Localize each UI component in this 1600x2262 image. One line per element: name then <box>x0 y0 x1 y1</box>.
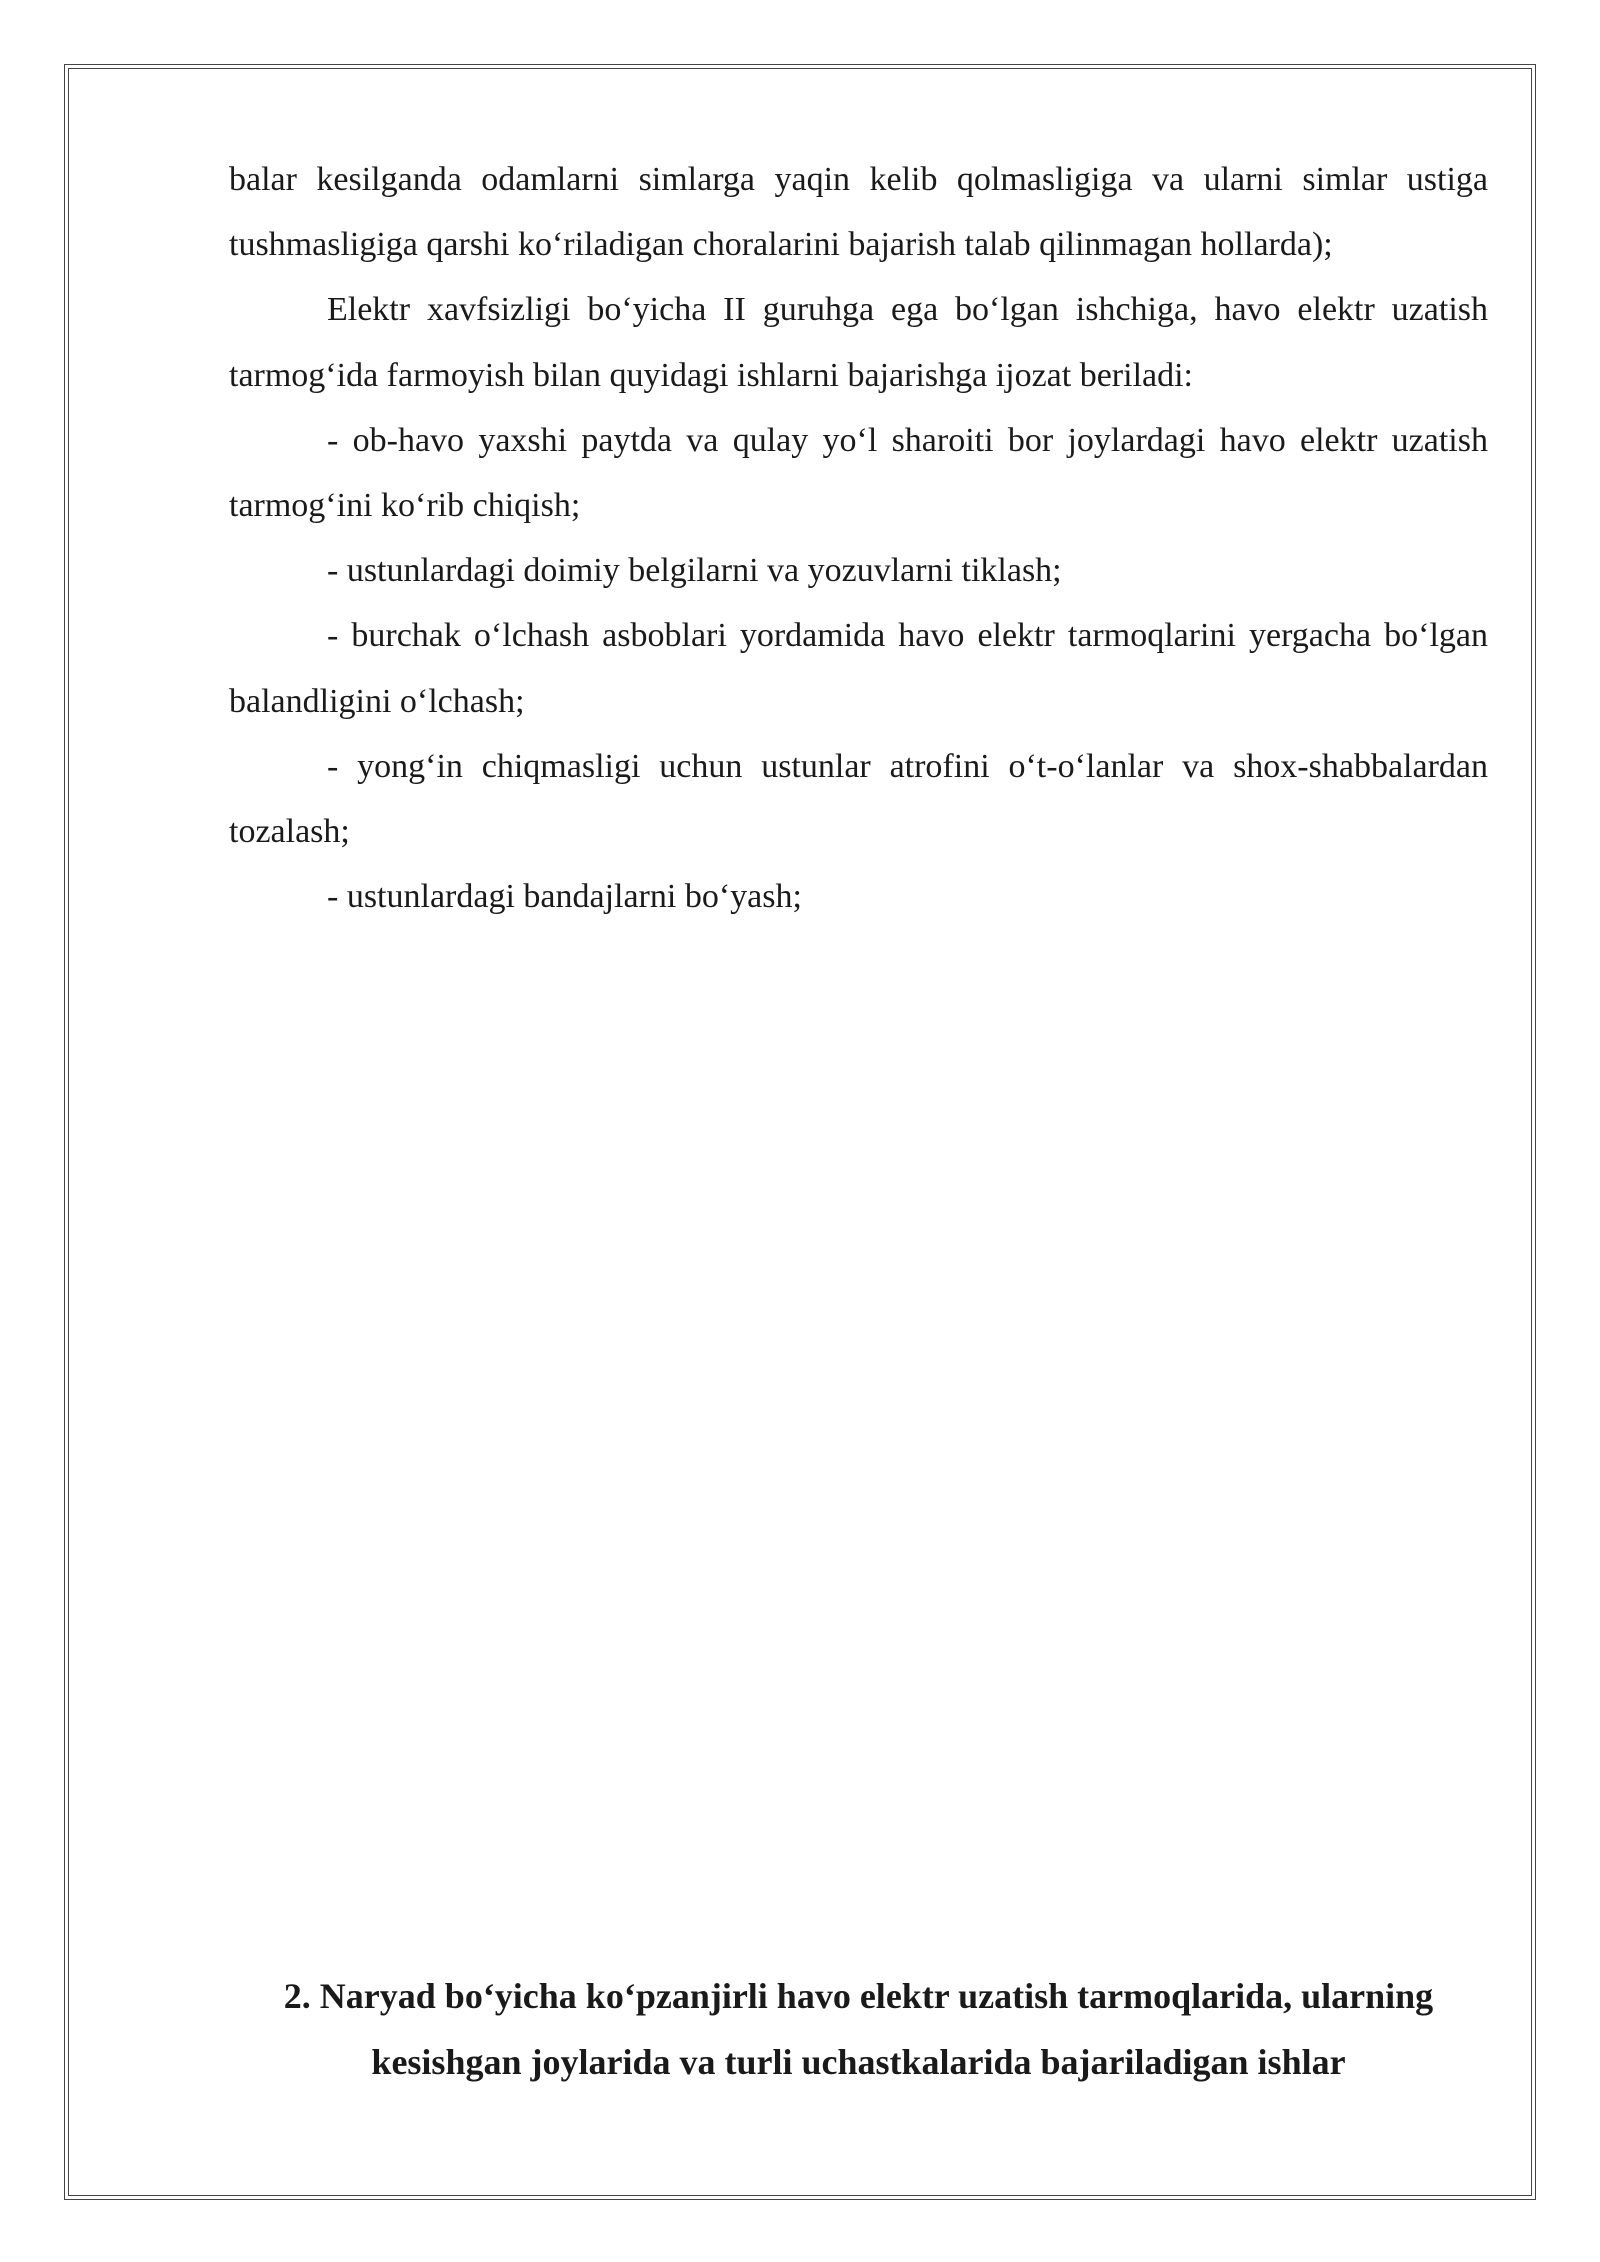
list-item: - ustunlardagi bandajlarni bo‘yash; <box>327 878 802 916</box>
section-heading-line-1: 2. Naryad bo‘yicha ko‘pzanjirli havo elektr uzatish tarmoqlarida, ularning <box>283 1976 1434 2016</box>
section-heading <box>229 1963 1488 2095</box>
document-body <box>229 147 1488 929</box>
section-heading-line-2: kesishgan joylarida va turli uchastkalarida bajariladigan ishlar <box>371 2042 1346 2082</box>
paragraph-continuation: balar kesilganda odamlarni simlarga yaqin kelib qolmasligiga va ularni simlar ustiga tushmasligiga qarshi ko‘riladigan choralarini bajarish talab qilinmagan hollarda); <box>229 161 1488 264</box>
list-item: - ob-havo yaxshi paytda va qulay yo‘l sharoiti bor joylardagi havo elektr uzatish tarmog‘ini ko‘rib chiqish; <box>229 421 1488 525</box>
list-item: - yong‘in chiqmasligi uchun ustunlar atrofini o‘t-o‘lanlar va shox-shabbalardan tozalash; <box>229 747 1488 851</box>
list-item: - burchak o‘lchash asboblari yordamida havo elektr tarmoqlarini yergacha bo‘lgan balandligini o‘lchash; <box>229 617 1488 720</box>
list-item: - ustunlardagi doimiy belgilarni va yozuvlarni tiklash; <box>327 552 1062 590</box>
paragraph-intro: Elektr xavfsizligi bo‘yicha II guruhga ega bo‘lgan ishchiga, havo elektr uzatish tarmog‘ida farmoyish bilan quyidagi ishlarni bajarishga ijozat beriladi: <box>229 291 1488 394</box>
